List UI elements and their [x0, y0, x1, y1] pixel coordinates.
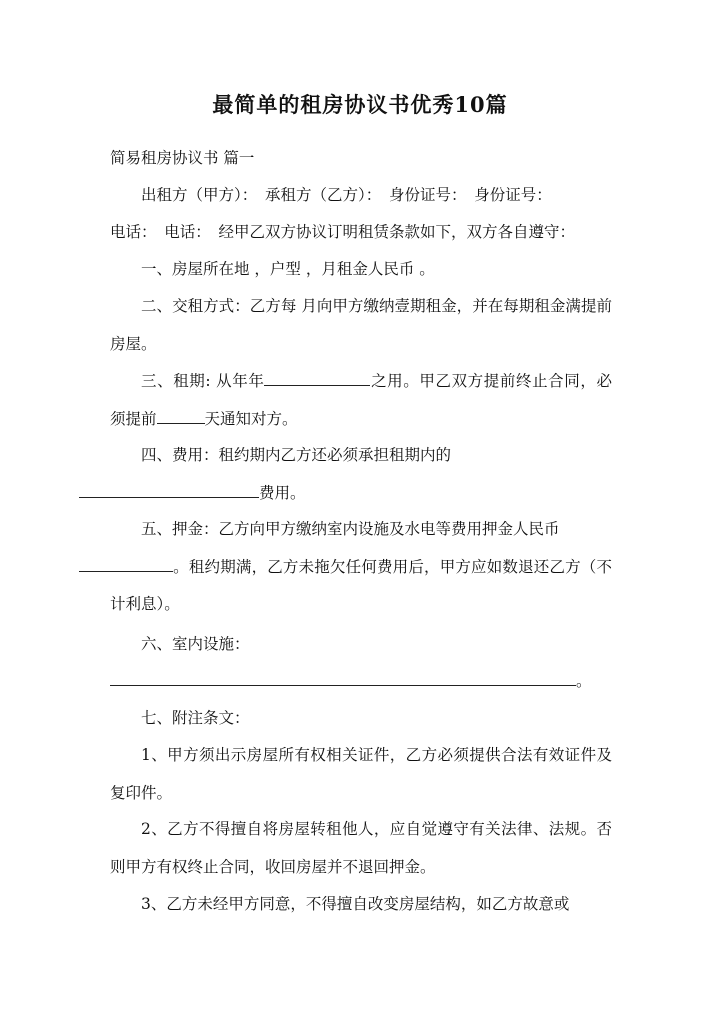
clause-appendix: 七、附注条文：	[141, 709, 250, 727]
clause-term	[110, 363, 612, 438]
clause-location: 一、房屋所在地 ，户型 ，月租金人民币 。	[141, 260, 435, 278]
clause-term-text-b: 之用。甲乙双方提前终止合同，必须提前	[110, 372, 612, 428]
phone-line: 电话： 电话： 经甲乙双方协议订明租赁条款如下，双方各自遵守：	[110, 223, 576, 241]
clause-payment: 二、交租方式：乙方每 月向甲方缴纳壹期租金，并在每期租金满提前 房屋。	[110, 297, 612, 353]
parties-line: 出租方（甲方）： 承租方（乙方）： 身份证号： 身份证号：	[141, 186, 552, 204]
appendix-clause-2: 2、乙方不得擅自将房屋转租他人，应自觉遵守有关法律、法规。否则甲方有权终止合同，收回房屋并不退回押金。	[110, 820, 612, 876]
appendix-clause-3: 3、乙方未经甲方同意，不得擅自改变房屋结构，如乙方故意或	[141, 895, 570, 913]
clause-fees	[110, 437, 612, 512]
clause-deposit-text-a: 五、押金：乙方向甲方缴纳室内设施及水电等费用押金人民币	[141, 520, 560, 538]
clause-deposit	[110, 511, 612, 624]
facilities-line-end: 。	[576, 672, 592, 690]
clause-term-text-a: 三、租期: 从年年	[141, 372, 265, 390]
clause-fees-text-b: 费用。	[259, 483, 306, 502]
clause-fees-text-a: 四、费用：租约期内乙方还必须承担租期内的	[141, 446, 452, 464]
section-heading: 简易租房协议书 篇一	[110, 149, 255, 167]
blank-line	[79, 553, 173, 572]
clause-facilities: 六、室内设施：	[141, 635, 250, 653]
blank-line	[79, 479, 259, 498]
blank-line	[264, 367, 370, 386]
blank-line	[110, 667, 576, 686]
document-title: 最简单的租房协议书优秀10篇	[212, 92, 508, 117]
clause-deposit-text-b: 。租约期满，乙方未拖欠任何费用后，甲方应如数退还乙方（不计利息）。	[110, 557, 612, 613]
clause-term-text-c: 天通知对方。	[204, 409, 298, 428]
appendix-clause-1: 1、甲方须出示房屋所有权相关证件，乙方必须提供合法有效证件及复印件。	[110, 746, 612, 802]
facilities-blank-line	[110, 663, 612, 701]
blank-line	[157, 405, 205, 424]
